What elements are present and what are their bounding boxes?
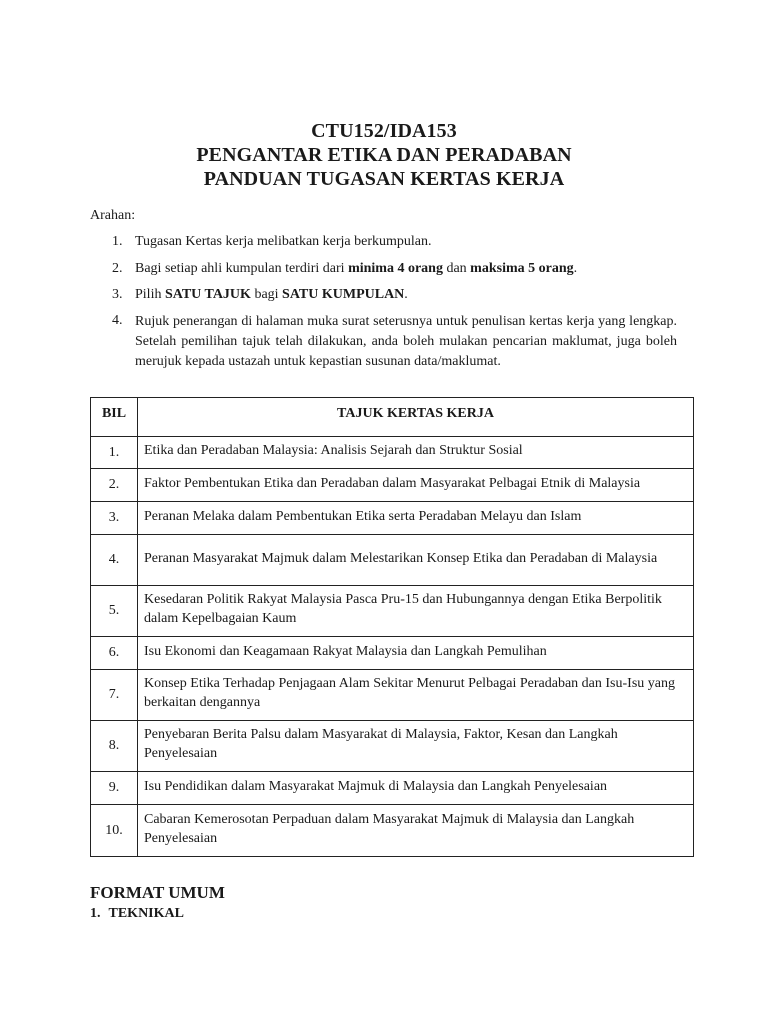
table-row	[91, 637, 694, 670]
column-header-tajuk: TAJUK KERTAS KERJA	[138, 398, 694, 437]
topics-table	[90, 397, 694, 857]
table-row	[91, 469, 694, 502]
row-title: Penyebaran Berita Palsu dalam Masyarakat di Malaysia, Faktor, Kesan dan Langkah Penyelesaian	[138, 721, 694, 772]
instructions-label: Arahan:	[90, 208, 136, 223]
row-number: 9.	[91, 772, 138, 805]
instruction-text: Tugasan Kertas kerja melibatkan kerja berkumpulan.	[135, 234, 432, 249]
format-heading: FORMAT UMUM	[90, 883, 225, 902]
row-title: Isu Ekonomi dan Keagamaan Rakyat Malaysia dan Langkah Pemulihan	[138, 637, 694, 670]
instruction-number: 1.	[112, 234, 123, 249]
instruction-number: 4.	[112, 313, 123, 328]
course-code-title: CTU152/IDA153	[311, 120, 457, 142]
row-number: 3.	[91, 502, 138, 535]
row-number: 5.	[91, 586, 138, 637]
instruction-number: 3.	[112, 287, 123, 302]
row-number: 10.	[91, 805, 138, 857]
row-number: 2.	[91, 469, 138, 502]
row-title: Faktor Pembentukan Etika dan Peradaban dalam Masyarakat Pelbagai Etnik di Malaysia	[138, 469, 694, 502]
instruction-text: Rujuk penerangan di halaman muka surat seterusnya untuk penulisan kertas kerja yang lengkap. Setelah pemilihan tajuk telah dilakukan, anda boleh mulakan pencarian maklumat, juga boleh merujuk kepada ustazah untuk kepastian susunan data/maklumat.	[135, 314, 677, 369]
table-row	[91, 805, 694, 857]
instruction-text: Bagi setiap ahli kumpulan terdiri dari minima 4 orang dan maksima 5 orang.	[135, 261, 578, 276]
assignment-guide-title: PANDUAN TUGASAN KERTAS KERJA	[203, 168, 565, 190]
row-title: Peranan Masyarakat Majmuk dalam Melestarikan Konsep Etika dan Peradaban di Malaysia	[138, 535, 694, 586]
row-number: 4.	[91, 535, 138, 586]
column-header-bil: BIL	[91, 398, 138, 437]
row-title: Isu Pendidikan dalam Masyarakat Majmuk di Malaysia dan Langkah Penyelesaian	[138, 772, 694, 805]
row-title: Konsep Etika Terhadap Penjagaan Alam Sekitar Menurut Pelbagai Peradaban dan Isu-Isu yang berkaitan dengannya	[138, 670, 694, 721]
table-row	[91, 586, 694, 637]
format-subheading	[90, 906, 192, 922]
row-title: Kesedaran Politik Rakyat Malaysia Pasca Pru-15 dan Hubungannya dengan Etika Berpolitik dalam Kepelbagaian Kaum	[138, 586, 694, 637]
instruction-text: Pilih SATU TAJUK bagi SATU KUMPULAN.	[135, 287, 408, 302]
instruction-number: 2.	[112, 261, 123, 276]
table-row	[91, 670, 694, 721]
table-row	[91, 502, 694, 535]
format-sub-label: TEKNIKAL	[108, 906, 184, 921]
row-number: 7.	[91, 670, 138, 721]
table-row	[91, 535, 694, 586]
table-row	[91, 772, 694, 805]
table-row	[91, 437, 694, 469]
row-number: 8.	[91, 721, 138, 772]
course-name-title: PENGANTAR ETIKA DAN PERADABAN	[196, 144, 572, 166]
table-row	[91, 721, 694, 772]
format-sub-number: 1.	[90, 906, 101, 921]
table-header-row	[91, 398, 694, 437]
row-number: 6.	[91, 637, 138, 670]
row-title: Cabaran Kemerosotan Perpaduan dalam Masyarakat Majmuk di Malaysia dan Langkah Penyelesaian	[138, 805, 694, 857]
row-title: Peranan Melaka dalam Pembentukan Etika serta Peradaban Melayu dan Islam	[138, 502, 694, 535]
row-number: 1.	[91, 437, 138, 469]
row-title: Etika dan Peradaban Malaysia: Analisis Sejarah dan Struktur Sosial	[138, 437, 694, 469]
document-title-block	[0, 119, 768, 191]
